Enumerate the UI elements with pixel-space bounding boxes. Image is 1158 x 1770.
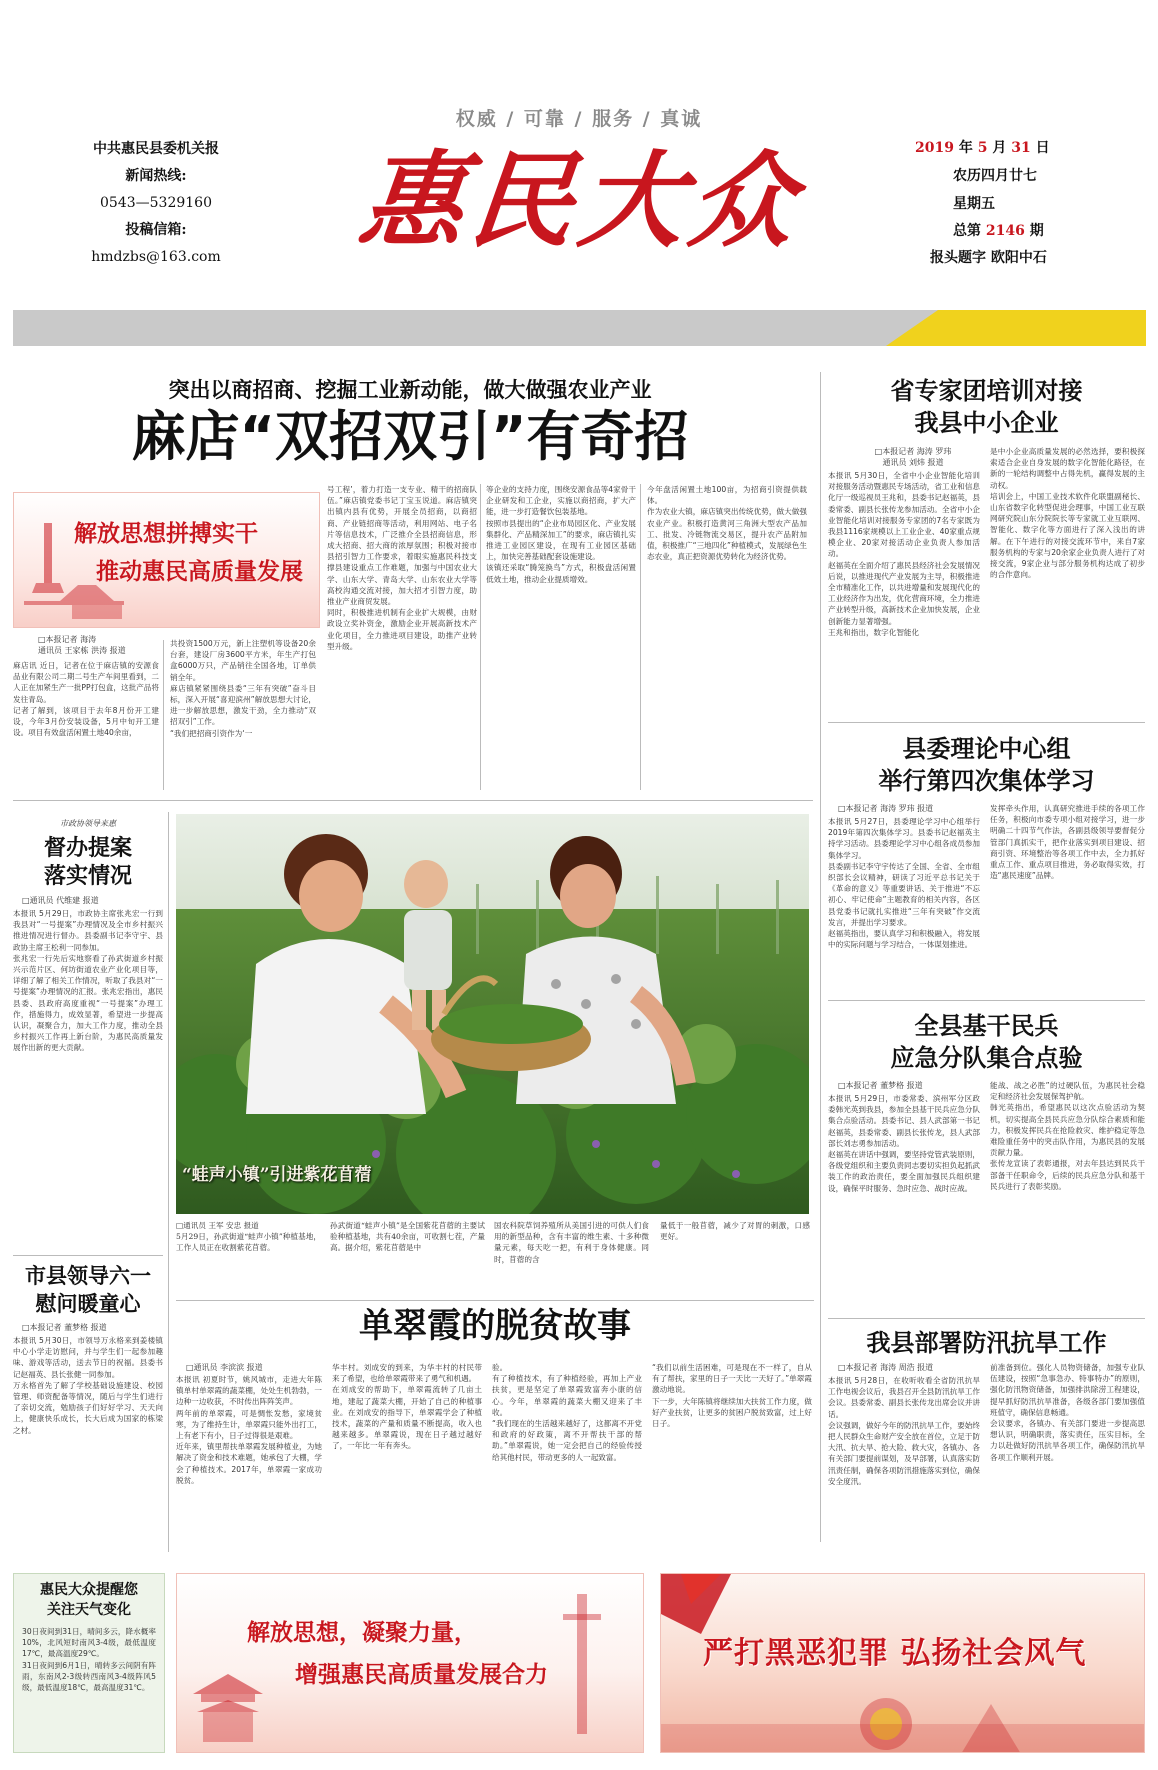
photo-text4: 量低于一般苜蓿，减少了对胃的刺激，口感更好。 bbox=[660, 1221, 810, 1242]
b2-text: 本报讯 5月30日，市领导万永格来到姜楼镇中心小学走访慰问，并与学生们一起参加趣味、游戏等活动，送去节日的祝福。县委书记赵福英、县长张健一同参加。 万永格首先了解了学校基础设施建设、校园管理、师资配备等情况，随后与学生们进行了亲切交流，勉励孩子们好好学习、天天向上，健康快乐成长，长大后成为国家的栋梁之材。 bbox=[13, 1336, 163, 1435]
a1-byline: □本报记者 海涛 罗玮 通讯员 刘炜 报道 bbox=[874, 447, 952, 467]
lead-headline: 麻店“双招双引”有奇招 bbox=[131, 405, 689, 468]
b2-byline: □本报记者 董梦格 报道 bbox=[22, 1323, 107, 1332]
a3-headline: 全县基干民兵 应急分队集合点验 bbox=[890, 1011, 1083, 1072]
lead-byline: □本报记者 海涛 通讯员 王家栋 洪涛 报道 bbox=[38, 635, 126, 655]
center-text2: 华丰村。刘成安的到来，为华丰村的村民带来了希望，也给单翠霞带来了勇气和机遇。 在刘成安的帮助下，单翠霞流转了几亩土地，建起了蔬菜大棚，开始了自己的种植事业。在刘成安的指导下，单翠霞学会了种植技术，蔬菜的产量和质量不断提高，收入也越来越多。单翠霞说，现在日子越过越好了，一年比一年有奔头。 bbox=[332, 1363, 482, 1451]
email-label: 投稿信箱: bbox=[125, 222, 187, 238]
lead-banner bbox=[13, 492, 320, 628]
a2-byline: □本报记者 海涛 罗玮 报道 bbox=[838, 804, 934, 813]
weather-text: 30日夜间到31日，晴间多云，降水概率10%，北风短时南风3-4级，最低温度17℃，最高温度29℃。 31日夜间到6月1日，晴转多云间阴有阵雨，东南风2-3级转西南风3-4级阵风5级，最低温度18℃，最高温度31℃。 bbox=[22, 1627, 156, 1693]
lead-col1: 麻店讯 近日，记者在位于麻店镇的安源食品业有限公司二期二号生产车间里看到，二人正在加紧生产一批PP打包盒，这批产品将发往青岛。 记者了解到，该项目于去年8月份开工建设，今年3月份安装设备，5月中旬开工建设。项目有效盘活闲置土地40余亩， bbox=[13, 661, 159, 738]
huabiao-icon bbox=[547, 1584, 617, 1744]
date-day-char: 日 bbox=[1035, 140, 1050, 156]
photo-caption: “蛙声小镇”引进紫花苜蓿 bbox=[182, 1165, 372, 1185]
lead-photo bbox=[176, 814, 809, 1214]
b1-kicker: 市政协领导来惠 bbox=[60, 819, 116, 828]
weekday: 星期五 bbox=[953, 196, 995, 212]
temple-icon bbox=[183, 1654, 273, 1750]
a4-byline: □本报记者 海涛 周浩 报道 bbox=[838, 1363, 934, 1372]
photo-byline: □通讯员 王军 安忠 报道 5月29日，孙武街道“蛙声小镇”种植基地，工作人员正在收割紫花苜蓿。 bbox=[176, 1221, 321, 1253]
lead-banner-line2: 推动惠民高质量发展 bbox=[96, 558, 303, 585]
lead-col2: 共投资1500万元，新上注塑机等设备20余台套，建设厂房3600平方米，年生产打包盒6000万只，产品销往全国各地，订单供销全年。 麻店镇紧紧围绕县委“三年有突破”奋斗目标，深入开展“喜迎滨州”解放思想大讨论，进一步解放思想，激发干劲，全力推动“双招双引”工作。 “我们把招商引资作为‘一 bbox=[170, 639, 316, 738]
a2-text2: 发挥牵头作用，认真研究推进手续的各项工作任务，积极向市委专项小组对接学习，进一步明确二十四节气作法，各副县级领导要督促分管部门真抓实干，把作业落实到项目建设、招商引资、环境整治等各项工作中去，全力抓好重点工作、重点项目推进，务必取得实效，打造“惠民速度”品牌。 bbox=[990, 804, 1145, 881]
title-credit: 报头题字 欧阳中石 bbox=[930, 250, 1047, 266]
masthead-title-text: 惠民大众 bbox=[353, 139, 807, 262]
b1-text: 本报讯 5月29日，市政协主席张兆宏一行到我县对“一号提案”办理情况及全市乡村振兴推进情况进行督办。县委副书记李守宇、县政协主席王松利一同参加。 张兆宏一行先后实地察看了孙武街道乡村振兴示范片区、何坊街道农业产业化项目等，详细了解了相关工作情况，听取了我县对“一号提案”办理情况的汇报。张兆宏指出，惠民县委、县政府高度重视“一号提案”办理工作，措施得力，成效显著，希望进一步提高认识，凝聚合力，加大工作力度，推动全县乡村振兴工作再上新台阶，为惠民高质量发展作出新的更大贡献。 bbox=[13, 909, 163, 1053]
a1-headline: 省专家团培训对接 我县中小企业 bbox=[890, 376, 1083, 437]
center-text3: 验。 有了种植技术，有了种植经验，再加上产业扶贫，更是坚定了单翠霞致富奔小康的信心。今年，单翠霞的蔬菜大棚又迎来了丰收。 “我们现在的生活越来越好了，这都离不开党和政府的好政策，离不开帮扶干部的帮助。”单翠霞说，她一定会把自己的经验传授给其他村民，带动更多的人一起致富。 bbox=[492, 1363, 642, 1462]
a4-text2: 前准备到位。强化人员物资储备，加强专业队伍建设，按照“急事急办、特事特办”的原则，强化防汛物资储备，加强排洪除涝工程建设，提早抓好防汛抗旱准备，各级各部门要加强值班值守，确保信息畅通。 会议要求，各镇办、有关部门要进一步提高思想认识，明确职责，落实责任，压实目标，全力以赴做好防汛抗旱各项工作，确保防汛抗旱各项工作顺利开展。 bbox=[990, 1363, 1145, 1462]
header-divider-bar bbox=[13, 310, 1146, 346]
lead-col4: 等企业的支持力度，围绕安源食品等4家骨干企业研发和工企业，实施以商招商，扩大产能，进一步打造餐饮包装基地。 按照市县提出的“企业布局园区化、产业发展集群化、产品精深加工”的要求，麻店镇扎实推进工业园区建设，在现有工业园区基础上，加快完善基础配套设施建设。 该镇还采取“腾笼换鸟”方式，积极盘活闲置低效土地，推动企业提质增效。 bbox=[486, 485, 636, 584]
photo-text2: 孙武街道“蛙声小镇”是全国紫花苜蓿的主要试验种植基地，共有40余亩，可收割七茬，产量高。据介绍，紫花苜蓿是中 bbox=[330, 1221, 485, 1253]
footer-banner-line1: 解放思想，凝聚力量， bbox=[247, 1619, 477, 1646]
issue-suffix: 期 bbox=[1029, 223, 1044, 239]
email-address: hmdzbs@163.com bbox=[91, 249, 221, 265]
issue-prefix: 总第 bbox=[953, 223, 981, 239]
photo-text3: 国农科院草饲养殖所从美国引进的可供人们食用的新型品种，含有丰富的维生素、十多种微量元素，每天吃一把，有利于身体健康。同时，苜蓿的含 bbox=[494, 1221, 649, 1264]
date-month-char: 月 bbox=[992, 140, 1007, 156]
issue-value: 2146 bbox=[985, 223, 1025, 239]
masthead-org: 中共惠民县委机关报 bbox=[93, 141, 219, 157]
hotline-number: 0543—5329160 bbox=[100, 195, 212, 211]
lunar-date: 农历四月廿七 bbox=[953, 168, 1037, 184]
lead-banner-line1: 解放思想拼搏实干 bbox=[74, 520, 258, 547]
photo-illustration bbox=[176, 814, 809, 1214]
date-year-char: 年 bbox=[958, 140, 973, 156]
center-headline: 单翠霞的脱贫故事 bbox=[359, 1306, 631, 1346]
weather-title: 惠民大众提醒您 关注天气变化 bbox=[40, 1582, 138, 1618]
b1-byline: □通讯员 代维建 报道 bbox=[22, 896, 99, 905]
a3-text2: 能战、战之必胜”的过硬队伍，为惠民社会稳定和经济社会发展保驾护航。 韩光英指出，希望惠民以这次点验活动为契机，切实提高全县民兵应急分队综合素质和能力，积极发挥民兵在抢险救灾、维护稳定等急难险重任务中的突击队作用，为惠民县的发展贡献力量。 张传龙宣读了表彰通报，对去年县达到民兵干部备干任职命令，后续的民兵应急分队和基干民兵进行了表彰奖励。 bbox=[990, 1081, 1145, 1191]
lead-col5: 今年盘活闲置土地100亩，为招商引资提供载体。 作为农业大镇，麻店镇突出传统优势，做大做强农业产业。积极打造黄河三角洲大型农产品加工、批发、冷链物流交易区，提升农产品附加值，积极推广“三地四化”种植模式，发展绿色生态农业，真正把资源优势转化为经济优势。 bbox=[647, 485, 807, 562]
issue-number bbox=[953, 218, 1143, 245]
a1-text2: 是中小企业高质量发展的必然选择，要积极探索适合企业自身发展的数字化智能化路径，在新的一轮结构调整中占得先机，赢得发展的主动权。 培训会上，中国工业技术软件化联盟副秘长、山东省数字化转型促进会理事，中国工业互联网研究院山东分院院长等专家就工业互联网、智能化、数字化等方面进行了深入浅出的讲解。在下午进行的对接交流环节中，来自7家服务机构的专家与20余家企业负责人进行了对接交流，9家企业与部分服务机构达成了初步的合作意向。 bbox=[990, 447, 1145, 580]
date-year: 2019 bbox=[915, 140, 954, 156]
issue-date bbox=[915, 135, 1105, 162]
date-month: 5 bbox=[977, 140, 988, 156]
a3-byline: □本报记者 董梦格 报道 bbox=[838, 1081, 923, 1090]
footer-banner-line2: 增强惠民高质量发展合力 bbox=[295, 1661, 548, 1688]
hotline-label: 新闻热线: bbox=[125, 168, 187, 184]
header-divider-accent bbox=[886, 310, 1146, 346]
date-day: 31 bbox=[1011, 140, 1031, 156]
a4-headline: 我县部署防汛抗旱工作 bbox=[866, 1328, 1107, 1357]
lead-col3: 号工程’，着力打造一支专业、精干的招商队伍。”麻店镇党委书记丁宝玉说道。麻店镇突出镇内县有优势，开展全员招商，以商招商、产业链招商等活动，利用网站、电子名片等信息技术，广泛推介全县招商信息，形成大招商、招大商的浓厚氛围；积极对接市县招引智力工作要求，着眼实施惠民科技支撑县建设重点工作难题，加强与中国农业大学、山东大学、青岛大学、山东农业大学等高校沟通交流对接，加大招才引智力度，助推业产业商贸发展。 同时，积极推进机制有企业扩大规模，由财政设立奖补资金，激励企业开展高新技术产业化项目，全力推进项目建设，助推产业转型升级。 bbox=[327, 485, 477, 651]
masthead-title bbox=[345, 138, 815, 263]
b2-headline: 市县领导六一 慰问暖童心 bbox=[25, 1263, 151, 1316]
a3-text1: 本报讯 5月29日，市委常委、滨州军分区政委韩光英到我县，参加全县基干民兵应急分队集合点验活动。县委书记、县人武部第一书记赵福英，县委常委、副县长张传龙，县人武部部长刘志勇参加活动。 赵福英在讲话中强调，要坚持党管武装原则，各级党组织和主要负责同志要切实担负起抓武装工作的政治责任，要全面加强民兵组织建设，确保平时服务、急时应急、战时应战。 bbox=[828, 1094, 980, 1193]
lead-kicker: 突出以商招商、挖掘工业新动能，做大做强农业产业 bbox=[168, 377, 652, 402]
footer-banner-right-text: 严打黑恶犯罪 弘扬社会风气 bbox=[703, 1636, 1087, 1671]
a2-headline: 县委理论中心组 举行第四次集体学习 bbox=[878, 734, 1095, 795]
center-byline: □通讯员 李滨滨 报道 bbox=[186, 1363, 263, 1372]
a2-text1: 本报讯 5月27日，县委理论学习中心组举行2019年第四次集体学习。县委书记赵福英主持学习活动。县委理论学习中心组各成员参加集体学习。 县委副书记李守宇传达了全国、全省、全市组织部长会议精神，研读了习近平总书记关于《革命的意义》等重要讲话、关于推进“不忘初心、牢记使命”主题教育的相关内容，各区县党委书记就扎实推进“三年有突破”作交流发言，并提出学习要求。 赵福英指出，要认真学习和积极融入，将发展中的实际问题与学习结合，一体谋划推进。 bbox=[828, 817, 980, 950]
a4-text1: 本报讯 5月28日，在收听收看全省防汛抗旱工作电视会议后，我县召开全县防汛抗旱工作会议。县委常委、副县长张传龙出席会议并讲话。 会议强调，做好今年的防汛抗旱工作，要始终把人民群众生命财产安全放在首位，立足于防大汛、抗大旱、抢大险、救大灾，各镇办、各有关部门要提前谋划，及早部署，认真落实防汛责任制，确保各项防汛措施落实到位，确保安全度汛。 bbox=[828, 1376, 980, 1486]
a1-text1: 本报讯 5月30日，全省中小企业智能化培训对接服务活动暨惠民专场活动，省工业和信息化厅一级巡视员王兆和，县委书记赵福英，县委常委、副县长张传龙参加活动。全省中小企业智能化培训对接服务专家团的7名专家既为我县1116家规模以上工业企业、40家重点规模企业、20家对接活动企业负责人参加活动。 赵福英在全面介绍了惠民县经济社会发展情况后说，以推进现代产业发展为主导，积极推进全市精准化工作，以共进增量和发展现代化的工业经济作为出发，优化营商环境，全力推进产业转型升级，高新技术企业加快发展，企业创新能力显著增强。 王兆和指出，数字化智能化 bbox=[828, 471, 980, 637]
b1-headline: 督办提案 落实情况 bbox=[43, 835, 132, 889]
footer-banner-left bbox=[176, 1573, 644, 1753]
center-text1: 本报讯 初夏时节，姚风城市，走进大年陈镇单村单翠霞的蔬菜棚，处处生机勃勃，一边种一边收获，不时传出阵阵笑声。 两年前的单翠霞，可是惆怅发愁，家境贫寒，为了维持生计，单翠霞只能外出打工，上有老下有小，日子过得很是艰难。 近年来，镇里帮扶单翠霞发展种植业，为她解决了资金和技术难题，她承包了大棚，学会了种植技术。2017年，单翠霞一家成功脱贫。 bbox=[176, 1375, 322, 1485]
footer-banner-right bbox=[660, 1573, 1145, 1753]
weather-box bbox=[13, 1573, 165, 1753]
masthead-slogan: 权威 / 可靠 / 服务 / 真诚 bbox=[455, 108, 703, 130]
center-text4: “我们以前生活困难，可是现在不一样了，自从有了帮扶，家里的日子一天比一天好了。”单翠霞激动地说。 下一步，大年陈镇将继续加大扶贫工作力度，做好产业扶贫，让更多的贫困户脱贫致富，过上好日子。 bbox=[652, 1363, 812, 1429]
